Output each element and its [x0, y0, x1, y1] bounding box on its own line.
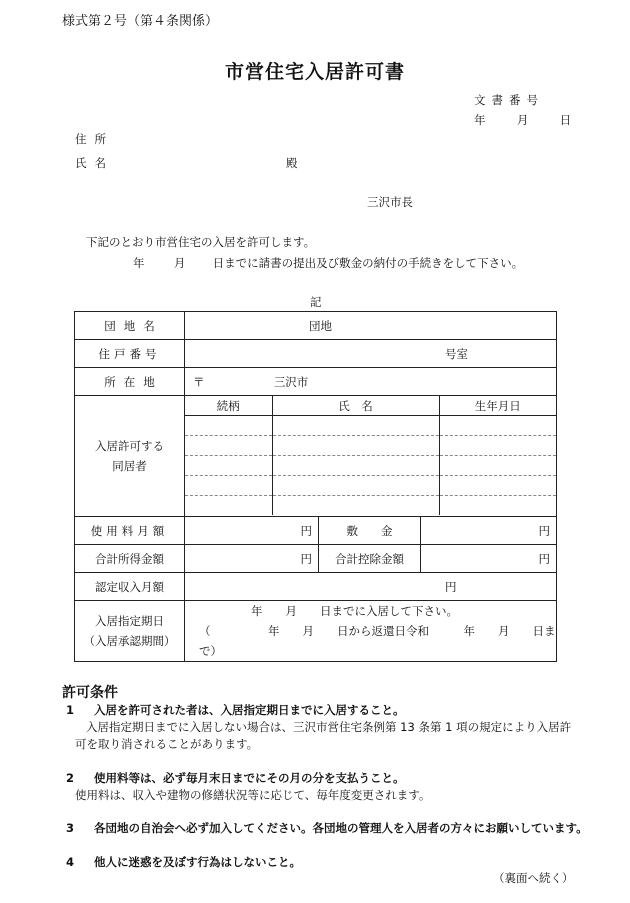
- row-danchi: [75, 312, 557, 340]
- doc-number-label: 文書番号: [474, 93, 544, 107]
- row-location: [75, 368, 557, 396]
- deduction-value: 円: [421, 545, 557, 573]
- col-birth: 生年月日: [439, 396, 556, 416]
- room-label: 住戸番号: [75, 340, 185, 368]
- period-label: [75, 601, 185, 662]
- cohabitant-row: [185, 496, 556, 516]
- body-text: 日までに請書の提出及び敷金の納付の手続きをして下さい。: [212, 256, 524, 270]
- honorific: 殿: [286, 156, 298, 170]
- condition-2-text: 使用料等は、必ず毎月末日までにその月の分を支払うこと。: [94, 771, 405, 785]
- ki-heading: 記: [310, 295, 322, 309]
- period-value: [185, 601, 557, 662]
- period-line-2: （ 年 月 日から返還日令和 年 月 日まで）: [199, 624, 556, 658]
- cohabitant-row: [185, 456, 556, 476]
- cohabitants-label: [75, 396, 185, 517]
- date-month-label: 月: [516, 113, 529, 127]
- permit-table: [74, 311, 557, 662]
- rent-value: 円: [185, 517, 319, 545]
- location-label: 所在地: [75, 368, 185, 396]
- row-rent: [75, 517, 557, 545]
- name-label: 氏名: [75, 156, 114, 170]
- certified-label: 認定収入月額: [75, 573, 185, 601]
- rent-label: 使用料月額: [75, 517, 185, 545]
- cohabitant-row: [185, 476, 556, 496]
- deposit-label: 敷 金: [319, 517, 421, 545]
- condition-3-text: 各団地の自治会へ必ず加入してください。各団地の管理人を入居者の方々にお願いしています。: [94, 821, 588, 835]
- location-city: 三沢市: [273, 374, 309, 389]
- location-value: [185, 368, 557, 396]
- body-month: 月: [173, 256, 186, 270]
- date-year-label: 年: [474, 113, 486, 127]
- body-line-2: [133, 255, 523, 271]
- issue-date: [474, 112, 571, 128]
- certified-value: 円: [185, 573, 557, 601]
- body-line-1: 下記のとおり市営住宅の入居を許可します。: [86, 235, 316, 249]
- page-title: 市営住宅入居許可書: [224, 61, 405, 83]
- condition-2: [66, 770, 405, 786]
- date-day-label: 日: [559, 113, 572, 127]
- condition-3-number: 3: [66, 821, 75, 835]
- cohabitants-label-2: 同居者: [112, 459, 147, 473]
- condition-2-detail: 使用料は、収入や建物の修繕状況等に応じて、毎年度変更されます。: [75, 788, 431, 802]
- col-name: 氏 名: [272, 396, 439, 416]
- room-value: 号室: [185, 340, 557, 368]
- condition-1-detail-1: 入居指定期日までに入居しない場合は、三沢市営住宅条例第 13 条第 1 項の規定により入居許: [86, 720, 572, 734]
- col-relation: 続柄: [185, 396, 272, 416]
- period-line-1: 年 月 日までに入居して下さい。: [251, 604, 458, 618]
- period-label-1: 入居指定期日: [95, 614, 164, 628]
- condition-2-number: 2: [66, 771, 75, 785]
- cohabitants-grid: [185, 396, 556, 515]
- address-label: 住所: [75, 132, 114, 146]
- conditions-heading: 許可条件: [62, 685, 118, 701]
- income-value: 円: [185, 545, 319, 573]
- row-room: [75, 340, 557, 368]
- form-number: 様式第２号（第４条関係）: [62, 14, 219, 29]
- condition-3: [66, 820, 588, 836]
- condition-4: [66, 854, 301, 870]
- postal-mark: 〒: [193, 374, 205, 389]
- period-label-2: （入居承認期間）: [83, 634, 176, 648]
- cohabitants-label-1: 入居許可する: [95, 439, 164, 453]
- deduction-label: 合計控除金額: [319, 545, 421, 573]
- row-certified: [75, 573, 557, 601]
- cohabitant-row: [185, 416, 556, 436]
- row-cohabitants: [75, 396, 557, 517]
- cohabitants-grid-cell: [185, 396, 557, 517]
- row-period: [75, 601, 557, 662]
- continued-overleaf: （裏面へ続く）: [493, 871, 574, 885]
- condition-1: [66, 702, 405, 718]
- danchi-label: 団地名: [75, 312, 185, 340]
- cohabitant-row: [185, 436, 556, 456]
- condition-1-text: 入居を許可された者は、入居指定期日までに入居すること。: [94, 703, 405, 717]
- issuer: 三沢市長: [367, 195, 413, 209]
- row-income: [75, 545, 557, 573]
- cohabitants-header: [185, 396, 556, 416]
- condition-1-number: 1: [66, 703, 75, 717]
- condition-4-number: 4: [66, 855, 75, 869]
- danchi-value: 団地: [185, 312, 557, 340]
- income-label: 合計所得金額: [75, 545, 185, 573]
- condition-1-detail-2: 可を取り消されることがあります。: [75, 737, 259, 751]
- deposit-value: 円: [421, 517, 557, 545]
- body-year: 年: [133, 256, 145, 270]
- condition-4-text: 他人に迷惑を及ぼす行為はしないこと。: [94, 855, 302, 869]
